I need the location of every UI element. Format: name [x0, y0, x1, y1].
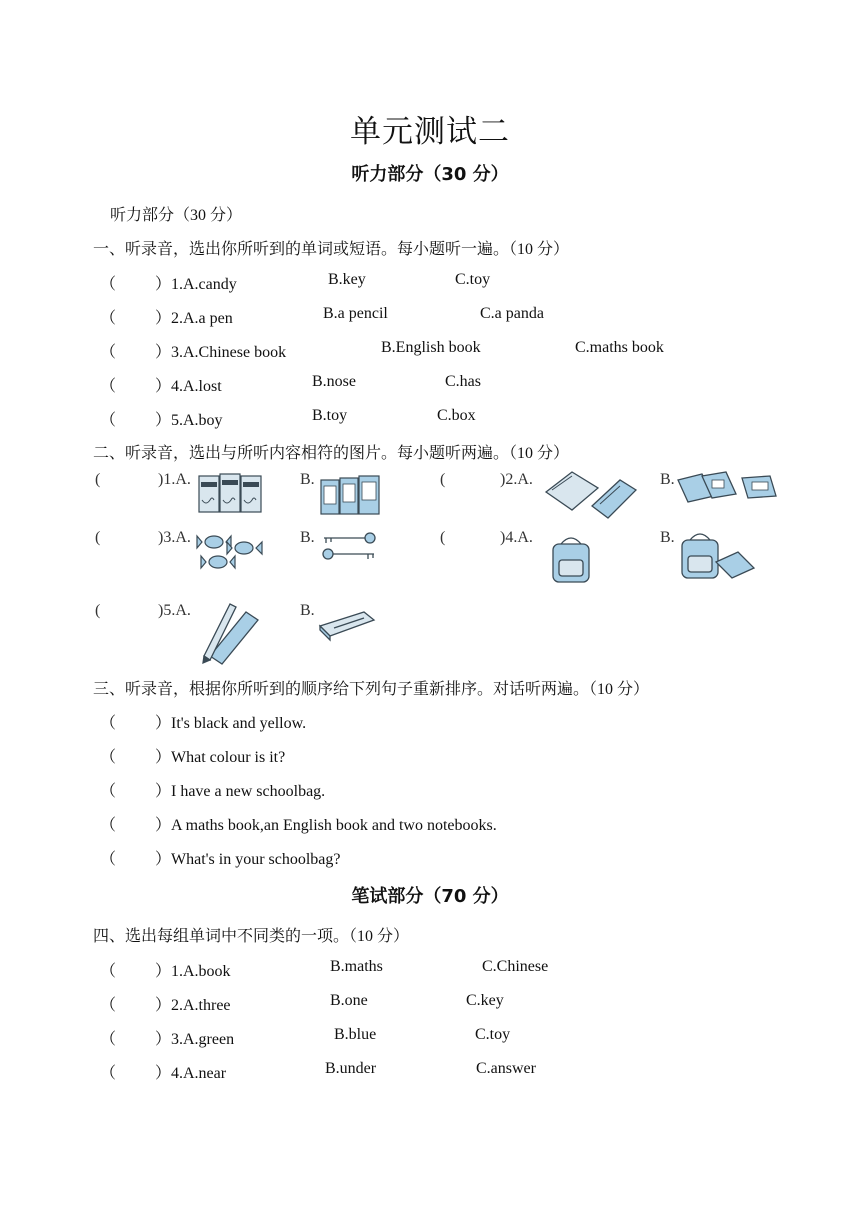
item-option-b: B.English book	[381, 339, 481, 356]
answer-paren[interactable]: (	[95, 529, 101, 546]
item-option-a: ）4.A.lost	[155, 378, 222, 395]
item-option-c: C.box	[437, 407, 476, 424]
item-option-a: ）3.A.Chinese book	[155, 344, 287, 361]
sentence-text: ）I have a new schoolbag.	[155, 783, 326, 800]
answer-paren[interactable]: （	[100, 276, 117, 293]
answer-paren[interactable]: (	[95, 471, 101, 488]
item-option-a: ）2.A.three	[155, 997, 231, 1014]
item-label-b: B.	[300, 602, 315, 619]
answer-paren[interactable]: （	[100, 344, 117, 361]
keys-icon[interactable]	[318, 530, 380, 564]
answer-paren[interactable]: （	[100, 963, 117, 980]
item-option-b: B.toy	[312, 407, 348, 424]
three-chinese-books-icon[interactable]	[196, 470, 266, 516]
item-label-a: )4.A.	[500, 529, 533, 546]
sec3-item	[100, 744, 800, 766]
answer-paren[interactable]: （	[100, 1031, 117, 1048]
open-pencil-box-icon[interactable]	[316, 606, 378, 642]
item-option-b: B.maths	[330, 958, 383, 975]
answer-paren[interactable]: （	[100, 749, 117, 766]
item-option-b: B.one	[330, 992, 368, 1009]
item-option-a: ）4.A.near	[155, 1065, 227, 1082]
item-option-b: B.nose	[312, 373, 356, 390]
three-english-books-icon[interactable]	[318, 472, 384, 518]
sentence-text: ）What's in your schoolbag?	[155, 851, 341, 868]
item-option-c: C.a panda	[480, 305, 544, 322]
item-option-b: B.under	[325, 1060, 377, 1077]
sec4-heading: 四、选出每组单词中不同类的一项。（10 分）	[93, 928, 410, 945]
item-option-b: B.key	[328, 271, 366, 288]
item-option-a: ）1.A.candy	[155, 276, 237, 293]
sec1-item	[100, 339, 800, 361]
item-option-b: B.a pencil	[323, 305, 388, 322]
item-label-b: B.	[660, 529, 675, 546]
schoolbag-with-book-icon[interactable]	[676, 528, 758, 582]
sec1-item	[100, 271, 800, 293]
candies-icon[interactable]	[196, 528, 264, 574]
sec3-item	[100, 812, 800, 834]
written-section-header: 笔试部分（70 分）	[351, 886, 509, 907]
sec3-item	[100, 710, 800, 732]
sec3-item	[100, 846, 800, 868]
sec3-item	[100, 778, 800, 800]
schoolbag-icon[interactable]	[545, 532, 597, 586]
sec1-heading: 一、听录音，选出你所听到的单词或短语。每小题听一遍。（10 分）	[93, 241, 570, 258]
answer-paren[interactable]: （	[100, 715, 117, 732]
notebook-and-pencil-case-icon[interactable]	[542, 466, 638, 528]
answer-paren[interactable]: （	[100, 817, 117, 834]
sec1-item	[100, 305, 800, 327]
answer-paren[interactable]: (	[440, 529, 446, 546]
item-option-c: C.key	[466, 992, 504, 1009]
item-label-a: )3.A.	[158, 529, 191, 546]
sentence-text: ）A maths book,an English book and two notebooks.	[155, 817, 497, 834]
item-label-a: )1.A.	[158, 471, 191, 488]
item-option-c: C.answer	[476, 1060, 536, 1077]
books-on-table-icon[interactable]	[676, 470, 780, 508]
answer-paren[interactable]: （	[100, 378, 117, 395]
answer-paren[interactable]: （	[100, 310, 117, 327]
item-option-a: ）5.A.boy	[155, 412, 223, 429]
item-option-c: C.has	[445, 373, 481, 390]
item-label-a: )5.A.	[158, 602, 191, 619]
item-option-a: ）3.A.green	[155, 1031, 235, 1048]
sec4-item	[100, 958, 800, 980]
item-label-b: B.	[300, 529, 315, 546]
sec1-item	[100, 373, 800, 395]
item-label-a: )2.A.	[500, 471, 533, 488]
item-option-c: C.maths book	[575, 339, 664, 356]
sec4-item	[100, 1060, 800, 1082]
sec3-heading: 三、听录音，根据你所听到的顺序给下列句子重新排序。对话听两遍。（10 分）	[93, 681, 650, 698]
item-option-b: B.blue	[334, 1026, 377, 1043]
answer-paren[interactable]: （	[100, 997, 117, 1014]
answer-paren[interactable]: （	[100, 1065, 117, 1082]
page-title: 单元测试二	[350, 114, 510, 150]
answer-paren[interactable]: (	[440, 471, 446, 488]
item-option-c: C.Chinese	[482, 958, 549, 975]
answer-paren[interactable]: （	[100, 412, 117, 429]
item-label-b: B.	[660, 471, 675, 488]
item-option-c: C.toy	[475, 1026, 511, 1043]
answer-paren[interactable]: (	[95, 602, 101, 619]
answer-paren[interactable]: （	[100, 851, 117, 868]
sec4-item	[100, 992, 800, 1014]
item-label-b: B.	[300, 471, 315, 488]
listening-section-header: 听力部分（30 分）	[351, 164, 509, 185]
item-option-c: C.toy	[455, 271, 491, 288]
sec4-item	[100, 1026, 800, 1048]
pencil-and-pencil-case-icon[interactable]	[200, 600, 262, 666]
answer-paren[interactable]: （	[100, 783, 117, 800]
sentence-text: ）It's black and yellow.	[155, 715, 307, 732]
sec1-item	[100, 407, 800, 429]
item-option-a: ）2.A.a pen	[155, 310, 233, 327]
sec2-heading: 二、听录音，选出与所听内容相符的图片。每小题听两遍。（10 分）	[93, 445, 570, 462]
listening-subtitle: 听力部分（30 分）	[110, 207, 243, 224]
sentence-text: ）What colour is it?	[155, 749, 286, 766]
item-option-a: ）1.A.book	[155, 963, 231, 980]
